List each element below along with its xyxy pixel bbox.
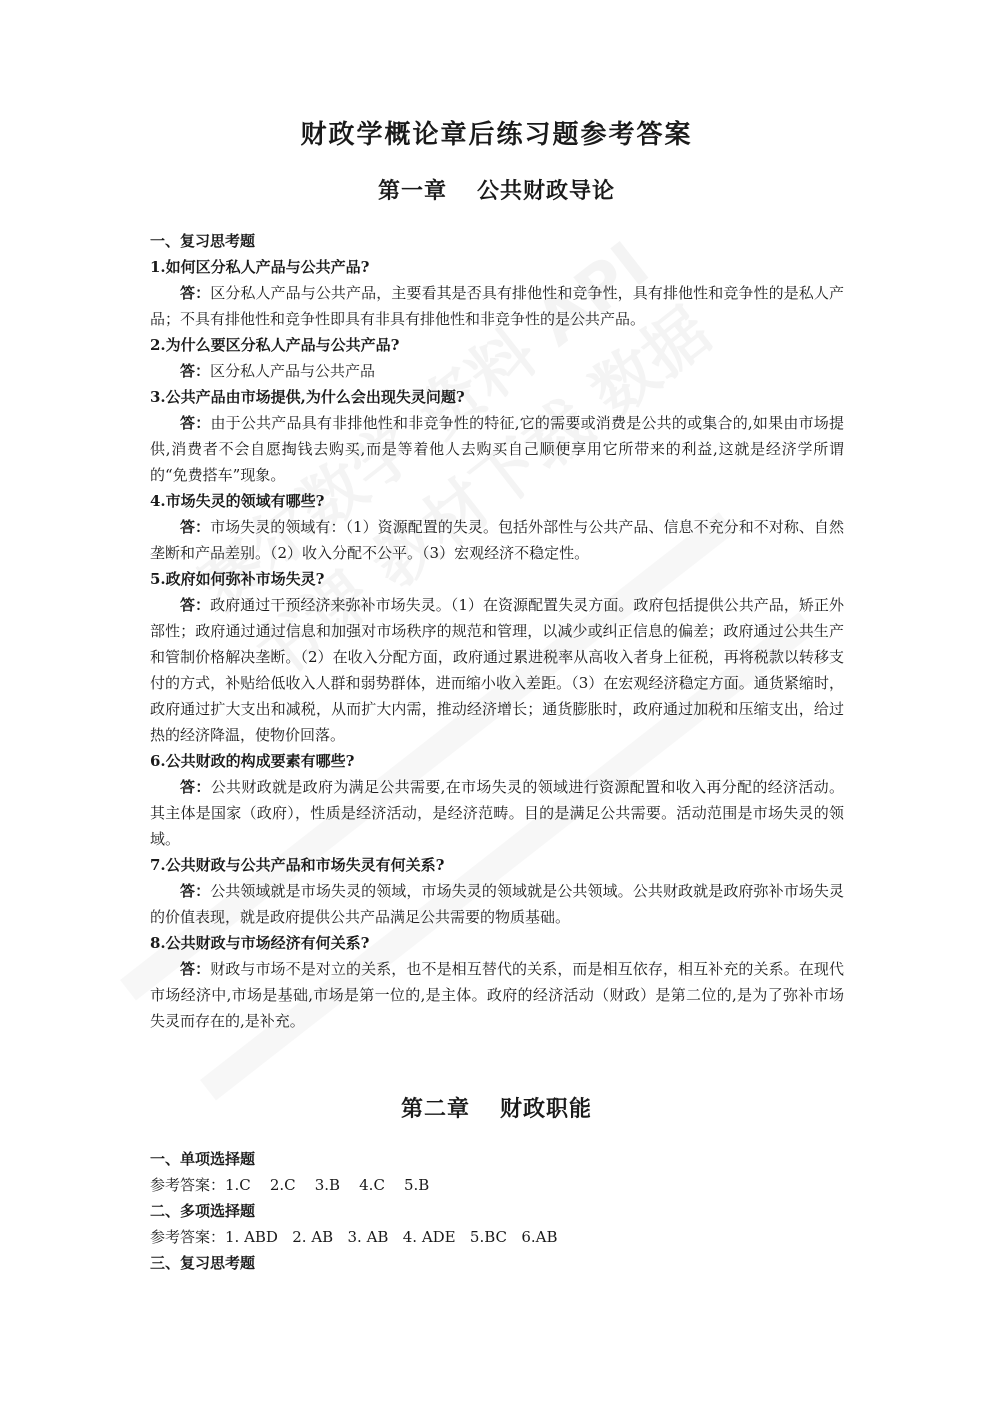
answer <box>150 280 844 332</box>
question: 1.如何区分私人产品与公共产品? <box>150 258 370 276</box>
chapter-2-heading <box>0 1092 993 1123</box>
answer-key: 参考答案：1. ABD 2. AB 3. AB 4. ADE 5.BC 6.AB <box>150 1228 558 1246</box>
answer-text: 区分私人产品与公共产品，主要看其是否具有排他性和竞争性，具有排他性和竞争性的是私人产品；不具有排他性和竞争性即具有非具有排他性和非竞争性的是公共产品。 <box>150 284 844 328</box>
answer-label: 答： <box>180 596 211 614</box>
question: 2.为什么要区分私人产品与公共产品? <box>150 336 400 354</box>
answer-label: 答： <box>180 882 211 900</box>
chapter-1-heading <box>0 174 993 205</box>
answer <box>150 514 844 566</box>
answer-text: 公共领域就是市场失灵的领域，市场失灵的领域就是公共领域。公共财政就是政府弥补市场失灵的价值表现，就是政府提供公共产品满足公共需要的物质基础。 <box>150 882 844 926</box>
answer-label: 答： <box>180 960 211 978</box>
answer-text: 由于公共产品具有非排他性和非竞争性的特征,它的需要或消费是公共的或集合的,如果由市场提供,消费者不会自愿掏钱去购买,而是等着他人去购买自己顺便享用它所带来的利益,这就是经济学所谓的“免费搭车”现象。 <box>150 414 844 484</box>
answer-label: 答： <box>180 362 211 380</box>
answer-text: 区分私人产品与公共产品 <box>210 362 376 380</box>
answer-label: 答： <box>180 518 211 536</box>
question: 6.公共财政的构成要素有哪些? <box>150 752 355 770</box>
answer-text: 市场失灵的领域有：（1）资源配置的失灵。包括外部性与公共产品、信息不充分和不对称、自然垄断和产品差别。（2）收入分配不公平。（3）宏观经济不稳定性。 <box>150 518 844 562</box>
answer-text: 政府通过干预经济来弥补市场失灵。（1）在资源配置失灵方面。政府包括提供公共产品，矫正外部性；政府通过通过信息和加强对市场秩序的规范和管理，以减少或纠正信息的偏差；政府通过公共生产和管制价格解决垄断。（2）在收入分配方面，政府通过累进税率从高收入者身上征税，再将税款以转移支付的方式，补贴给低收入人群和弱势群体，进而缩小收入差距。（3）在宏观经济稳定方面。通货紧缩时，政府通过扩大支出和减税，从而扩大内需，推动经济增长；通货膨胀时，政府通过加税和压缩支出，给过热的经济降温，使物价回落。 <box>150 596 844 744</box>
answer <box>150 878 844 930</box>
answer <box>150 956 844 1034</box>
section-heading: 三、复习思考题 <box>150 1254 256 1272</box>
answer-key: 参考答案：1.C 2.C 3.B 4.C 5.B <box>150 1176 430 1194</box>
section-heading: 二、多项选择题 <box>150 1202 256 1220</box>
chapter-1-label: 第一章 <box>377 179 447 204</box>
answer <box>150 774 844 852</box>
chapter-2-label: 第二章 <box>400 1097 470 1122</box>
chapter-1-body <box>150 228 844 1034</box>
chapter-1-name: 公共财政导论 <box>477 179 616 204</box>
question: 8.公共财政与市场经济有何关系? <box>150 934 370 952</box>
section-heading: 一、单项选择题 <box>150 1150 256 1168</box>
answer-text: 公共财政就是政府为满足公共需要,在市场失灵的领域进行资源配置和收入再分配的经济活动。其主体是国家（政府），性质是经济活动，是经济范畴。目的是满足公共需要。活动范围是市场失灵的领域。 <box>150 778 844 848</box>
answer-label: 答： <box>180 778 211 796</box>
question: 4.市场失灵的领域有哪些? <box>150 492 325 510</box>
answer <box>150 410 844 488</box>
question: 3.公共产品由市场提供,为什么会出现失灵问题? <box>150 388 465 406</box>
answer <box>150 358 844 384</box>
document-title: 财政学概论章后练习题参考答案 <box>300 120 693 150</box>
section-heading: 一、复习思考题 <box>150 232 256 250</box>
answer-label: 答： <box>180 414 211 432</box>
answer-text: 财政与市场不是对立的关系，也不是相互替代的关系，而是相互依存，相互补充的关系。在现代市场经济中,市场是基础,市场是第一位的,是主体。政府的经济活动（财政）是第二位的,是为了弥补市场失灵而存在的,是补充。 <box>150 960 844 1030</box>
chapter-2-name: 财政职能 <box>500 1097 593 1122</box>
chapter-2-body <box>150 1146 844 1276</box>
question: 7.公共财政与公共产品和市场失灵有何关系? <box>150 856 445 874</box>
answer-label: 答： <box>180 284 211 302</box>
answer <box>150 592 844 748</box>
question: 5.政府如何弥补市场失灵? <box>150 570 325 588</box>
